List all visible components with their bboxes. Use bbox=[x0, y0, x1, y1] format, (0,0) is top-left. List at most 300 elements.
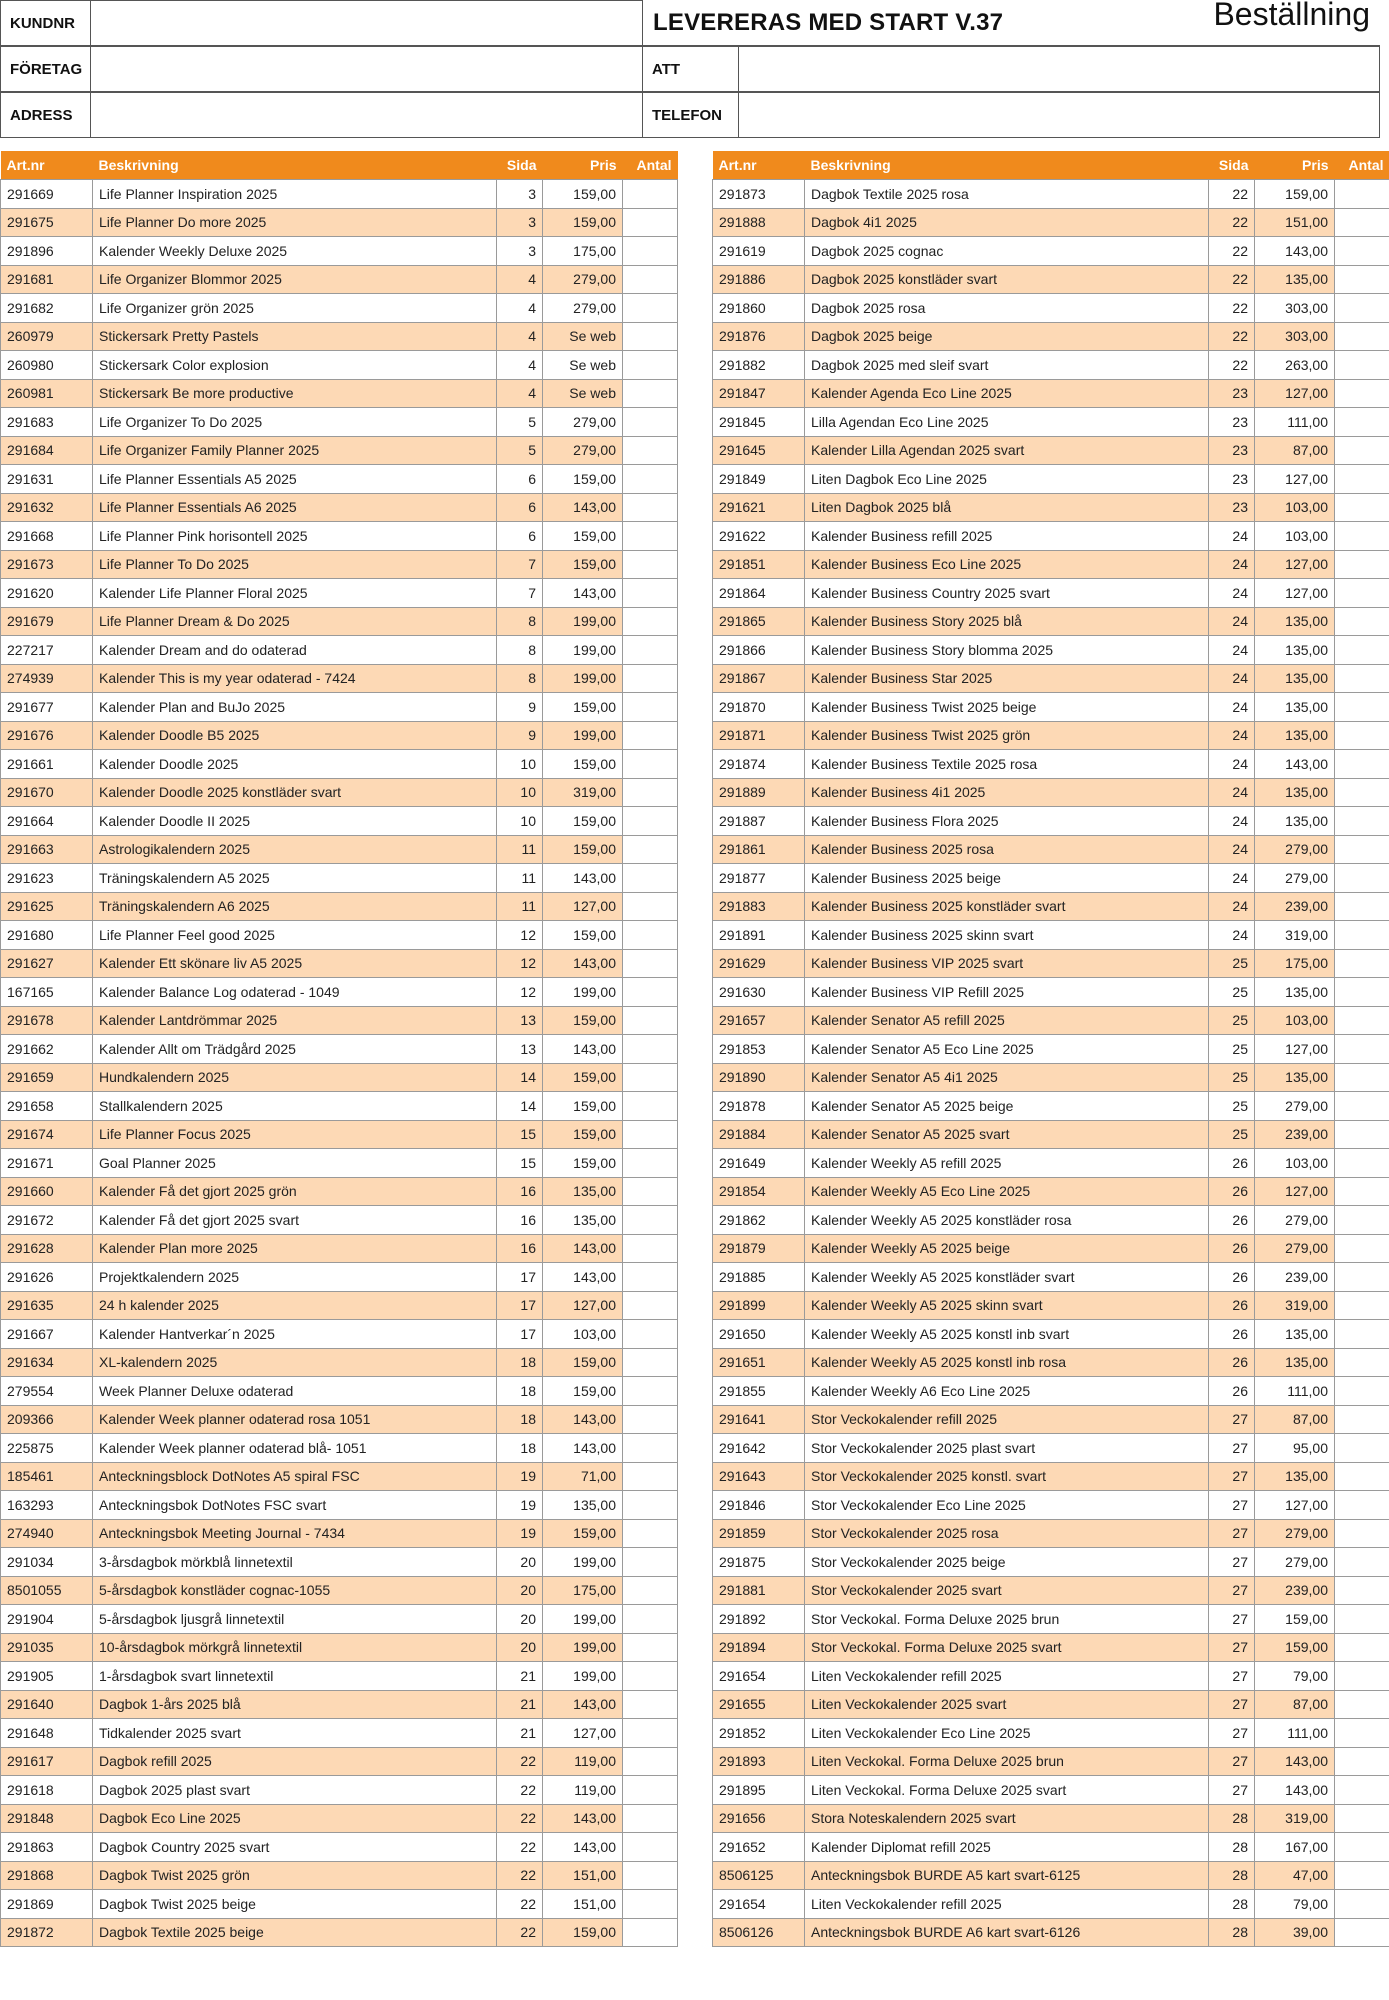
antal-input-cell[interactable] bbox=[623, 1377, 678, 1406]
table-row bbox=[1, 693, 678, 722]
pris-cell: 199,00 bbox=[543, 636, 623, 665]
antal-input-cell[interactable] bbox=[623, 1291, 678, 1320]
antal-input-cell[interactable] bbox=[1335, 978, 1389, 1007]
antal-input-cell[interactable] bbox=[1335, 294, 1389, 323]
antal-input-cell[interactable] bbox=[623, 1491, 678, 1520]
beskrivning-cell: Liten Veckokalender Eco Line 2025 bbox=[805, 1719, 1209, 1748]
antal-input-cell[interactable] bbox=[1335, 664, 1389, 693]
pris-cell: 143,00 bbox=[1255, 1776, 1335, 1805]
artnr-cell: 291890 bbox=[713, 1063, 805, 1092]
antal-input-cell[interactable] bbox=[623, 550, 678, 579]
table-row bbox=[1, 1548, 678, 1577]
sida-cell: 22 bbox=[1209, 351, 1255, 380]
artnr-cell: 291649 bbox=[713, 1149, 805, 1178]
sida-cell: 21 bbox=[497, 1690, 543, 1719]
antal-input-cell[interactable] bbox=[623, 1861, 678, 1890]
antal-input-cell[interactable] bbox=[623, 607, 678, 636]
beskrivning-cell: Kalender Doodle II 2025 bbox=[93, 807, 497, 836]
artnr-cell: 291670 bbox=[1, 778, 93, 807]
antal-input-cell[interactable] bbox=[623, 436, 678, 465]
antal-input-cell[interactable] bbox=[623, 379, 678, 408]
antal-input-cell[interactable] bbox=[623, 408, 678, 437]
antal-input-cell[interactable] bbox=[1335, 921, 1389, 950]
table-row bbox=[713, 1690, 1389, 1719]
antal-input-cell[interactable] bbox=[623, 1548, 678, 1577]
sida-cell: 4 bbox=[497, 265, 543, 294]
table-row bbox=[1, 1861, 678, 1890]
beskrivning-cell: Kalender Business Story 2025 blå bbox=[805, 607, 1209, 636]
antal-input-cell[interactable] bbox=[1335, 493, 1389, 522]
antal-input-cell[interactable] bbox=[623, 1576, 678, 1605]
antal-input-cell[interactable] bbox=[623, 1092, 678, 1121]
antal-input-cell[interactable] bbox=[1335, 265, 1389, 294]
antal-input-cell[interactable] bbox=[1335, 322, 1389, 351]
beskrivning-cell: Stor Veckokalender 2025 beige bbox=[805, 1548, 1209, 1577]
antal-input-cell[interactable] bbox=[1335, 636, 1389, 665]
pris-cell: 127,00 bbox=[1255, 379, 1335, 408]
artnr-cell: 260980 bbox=[1, 351, 93, 380]
pris-cell: 143,00 bbox=[1255, 750, 1335, 779]
antal-input-cell[interactable] bbox=[623, 579, 678, 608]
sida-cell: 23 bbox=[1209, 493, 1255, 522]
artnr-cell: 291672 bbox=[1, 1206, 93, 1235]
antal-input-cell[interactable] bbox=[623, 1719, 678, 1748]
antal-input-cell[interactable] bbox=[623, 351, 678, 380]
order-header bbox=[0, 0, 1380, 138]
antal-input-cell[interactable] bbox=[1335, 1177, 1389, 1206]
beskrivning-cell: Kalender Weekly A5 2025 konstl inb rosa bbox=[805, 1348, 1209, 1377]
antal-input-cell[interactable] bbox=[1335, 1690, 1389, 1719]
artnr-cell: 291656 bbox=[713, 1804, 805, 1833]
adress-label-text: ADRESS bbox=[10, 106, 73, 124]
sida-cell: 3 bbox=[497, 237, 543, 266]
antal-input-cell[interactable] bbox=[623, 1234, 678, 1263]
beskrivning-cell: Astrologikalendern 2025 bbox=[93, 835, 497, 864]
antal-input-cell[interactable] bbox=[1335, 750, 1389, 779]
sida-cell: 9 bbox=[497, 693, 543, 722]
artnr-cell: 8506125 bbox=[713, 1861, 805, 1890]
sida-cell: 7 bbox=[497, 579, 543, 608]
beskrivning-cell: Life Planner Inspiration 2025 bbox=[93, 180, 497, 209]
table-row bbox=[1, 1206, 678, 1235]
antal-input-cell[interactable] bbox=[1335, 721, 1389, 750]
beskrivning-cell: Kalender Weekly A5 2025 beige bbox=[805, 1234, 1209, 1263]
beskrivning-cell: Kalender Business 2025 beige bbox=[805, 864, 1209, 893]
sida-cell: 13 bbox=[497, 1006, 543, 1035]
sida-cell: 25 bbox=[1209, 978, 1255, 1007]
pris-cell: 199,00 bbox=[543, 664, 623, 693]
pris-cell: 111,00 bbox=[1255, 408, 1335, 437]
antal-input-cell[interactable] bbox=[623, 294, 678, 323]
artnr-cell: 291674 bbox=[1, 1120, 93, 1149]
beskrivning-cell: Kalender Business Textile 2025 rosa bbox=[805, 750, 1209, 779]
table-row bbox=[1, 921, 678, 950]
artnr-cell: 291663 bbox=[1, 835, 93, 864]
sida-cell: 22 bbox=[1209, 180, 1255, 209]
antal-input-cell[interactable] bbox=[623, 1662, 678, 1691]
sida-cell: 22 bbox=[497, 1747, 543, 1776]
antal-input-cell[interactable] bbox=[1335, 1491, 1389, 1520]
table-row bbox=[1, 237, 678, 266]
beskrivning-cell: Kalender Balance Log odaterad - 1049 bbox=[93, 978, 497, 1007]
beskrivning-cell: Liten Dagbok 2025 blå bbox=[805, 493, 1209, 522]
table-row bbox=[1, 579, 678, 608]
table-row bbox=[1, 465, 678, 494]
pris-cell: 47,00 bbox=[1255, 1861, 1335, 1890]
sida-cell: 25 bbox=[1209, 1120, 1255, 1149]
antal-input-cell[interactable] bbox=[1335, 436, 1389, 465]
beskrivning-cell: 3-årsdagbok mörkblå linnetextil bbox=[93, 1548, 497, 1577]
antal-input-cell[interactable] bbox=[623, 1918, 678, 1947]
beskrivning-cell: Kalender Få det gjort 2025 svart bbox=[93, 1206, 497, 1235]
antal-input-cell[interactable] bbox=[623, 265, 678, 294]
pris-cell: 199,00 bbox=[543, 1605, 623, 1634]
artnr-cell: 291671 bbox=[1, 1149, 93, 1178]
beskrivning-cell: Hundkalendern 2025 bbox=[93, 1063, 497, 1092]
antal-input-cell[interactable] bbox=[1335, 1291, 1389, 1320]
pris-cell: 159,00 bbox=[543, 807, 623, 836]
artnr-cell: 291662 bbox=[1, 1035, 93, 1064]
antal-input-cell[interactable] bbox=[623, 1405, 678, 1434]
antal-input-cell[interactable] bbox=[623, 1776, 678, 1805]
antal-input-cell[interactable] bbox=[1335, 208, 1389, 237]
antal-input-cell[interactable] bbox=[1335, 1035, 1389, 1064]
pris-cell: 239,00 bbox=[1255, 1576, 1335, 1605]
antal-input-cell[interactable] bbox=[1335, 1377, 1389, 1406]
antal-input-cell[interactable] bbox=[1335, 1405, 1389, 1434]
artnr-cell: 291873 bbox=[713, 180, 805, 209]
artnr-cell: 291904 bbox=[1, 1605, 93, 1634]
antal-input-cell[interactable] bbox=[1335, 778, 1389, 807]
sida-cell: 22 bbox=[497, 1804, 543, 1833]
antal-input-cell[interactable] bbox=[1335, 1890, 1389, 1919]
antal-input-cell[interactable] bbox=[623, 465, 678, 494]
antal-input-cell[interactable] bbox=[623, 807, 678, 836]
pris-cell: 135,00 bbox=[543, 1491, 623, 1520]
antal-input-cell[interactable] bbox=[1335, 351, 1389, 380]
att-label bbox=[642, 46, 739, 92]
beskrivning-cell: Dagbok Textile 2025 rosa bbox=[805, 180, 1209, 209]
antal-input-cell[interactable] bbox=[623, 237, 678, 266]
antal-input-cell[interactable] bbox=[1335, 1063, 1389, 1092]
table-row bbox=[713, 664, 1389, 693]
table-row bbox=[1, 1234, 678, 1263]
beskrivning-cell: Kalender Business Star 2025 bbox=[805, 664, 1209, 693]
sida-cell: 24 bbox=[1209, 864, 1255, 893]
sida-cell: 10 bbox=[497, 807, 543, 836]
antal-input-cell[interactable] bbox=[623, 1747, 678, 1776]
pris-cell: 135,00 bbox=[1255, 1462, 1335, 1491]
sida-cell: 24 bbox=[1209, 664, 1255, 693]
sida-cell: 22 bbox=[1209, 265, 1255, 294]
sida-cell: 4 bbox=[497, 379, 543, 408]
antal-input-cell[interactable] bbox=[1335, 1149, 1389, 1178]
table-row bbox=[1, 1320, 678, 1349]
artnr-cell: 291640 bbox=[1, 1690, 93, 1719]
pris-cell: 175,00 bbox=[1255, 949, 1335, 978]
pris-cell: 159,00 bbox=[543, 465, 623, 494]
sida-cell: 24 bbox=[1209, 721, 1255, 750]
artnr-cell: 291621 bbox=[713, 493, 805, 522]
antal-input-cell[interactable] bbox=[1335, 1320, 1389, 1349]
artnr-cell: 291648 bbox=[1, 1719, 93, 1748]
antal-input-cell[interactable] bbox=[1335, 1263, 1389, 1292]
table-row bbox=[1, 1576, 678, 1605]
antal-input-cell[interactable] bbox=[1335, 1434, 1389, 1463]
artnr-cell: 291905 bbox=[1, 1662, 93, 1691]
artnr-cell: 291641 bbox=[713, 1405, 805, 1434]
artnr-cell: 291629 bbox=[713, 949, 805, 978]
antal-input-cell[interactable] bbox=[623, 1206, 678, 1235]
sida-cell: 24 bbox=[1209, 693, 1255, 722]
sida-cell: 26 bbox=[1209, 1234, 1255, 1263]
sida-cell: 4 bbox=[497, 351, 543, 380]
pris-cell: 135,00 bbox=[1255, 607, 1335, 636]
antal-input-cell[interactable] bbox=[1335, 693, 1389, 722]
beskrivning-cell: Dagbok 2025 beige bbox=[805, 322, 1209, 351]
pris-cell: 279,00 bbox=[543, 408, 623, 437]
sida-cell: 11 bbox=[497, 864, 543, 893]
antal-input-cell[interactable] bbox=[623, 180, 678, 209]
sida-cell: 27 bbox=[1209, 1491, 1255, 1520]
beskrivning-cell: Dagbok 4i1 2025 bbox=[805, 208, 1209, 237]
artnr-cell: 291845 bbox=[713, 408, 805, 437]
pris-cell: 279,00 bbox=[543, 294, 623, 323]
pris-cell: Se web bbox=[543, 351, 623, 380]
antal-input-cell[interactable] bbox=[1335, 1206, 1389, 1235]
kundnr-field[interactable] bbox=[90, 0, 643, 46]
antal-input-cell[interactable] bbox=[623, 750, 678, 779]
antal-input-cell[interactable] bbox=[623, 1633, 678, 1662]
antal-input-cell[interactable] bbox=[1335, 835, 1389, 864]
antal-input-cell[interactable] bbox=[1335, 1804, 1389, 1833]
antal-input-cell[interactable] bbox=[623, 1177, 678, 1206]
antal-input-cell[interactable] bbox=[1335, 949, 1389, 978]
pris-cell: 143,00 bbox=[543, 579, 623, 608]
antal-input-cell[interactable] bbox=[623, 978, 678, 1007]
pris-cell: 127,00 bbox=[1255, 579, 1335, 608]
table-row bbox=[1, 1377, 678, 1406]
sida-cell: 20 bbox=[497, 1633, 543, 1662]
antal-input-cell[interactable] bbox=[1335, 892, 1389, 921]
artnr-cell: 274939 bbox=[1, 664, 93, 693]
antal-input-cell[interactable] bbox=[623, 322, 678, 351]
table-row bbox=[1, 265, 678, 294]
antal-input-cell[interactable] bbox=[1335, 379, 1389, 408]
sida-cell: 19 bbox=[497, 1519, 543, 1548]
sida-cell: 22 bbox=[1209, 322, 1255, 351]
antal-input-cell[interactable] bbox=[623, 1690, 678, 1719]
antal-input-cell[interactable] bbox=[1335, 1519, 1389, 1548]
antal-input-cell[interactable] bbox=[623, 493, 678, 522]
antal-input-cell[interactable] bbox=[623, 778, 678, 807]
sida-cell: 27 bbox=[1209, 1747, 1255, 1776]
table-row bbox=[713, 493, 1389, 522]
sida-cell: 13 bbox=[497, 1035, 543, 1064]
beskrivning-cell: Kalender Senator A5 refill 2025 bbox=[805, 1006, 1209, 1035]
antal-input-cell[interactable] bbox=[623, 1006, 678, 1035]
artnr-cell: 291669 bbox=[1, 180, 93, 209]
table-row bbox=[713, 1149, 1389, 1178]
artnr-cell: 291622 bbox=[713, 522, 805, 551]
pris-cell: 151,00 bbox=[1255, 208, 1335, 237]
antal-input-cell[interactable] bbox=[1335, 1633, 1389, 1662]
antal-input-cell[interactable] bbox=[1335, 550, 1389, 579]
pris-cell: 87,00 bbox=[1255, 1405, 1335, 1434]
antal-input-cell[interactable] bbox=[1335, 522, 1389, 551]
antal-input-cell[interactable] bbox=[623, 636, 678, 665]
pris-cell: 103,00 bbox=[1255, 522, 1335, 551]
col-artnr: Art.nr bbox=[1, 151, 93, 180]
beskrivning-cell: Week Planner Deluxe odaterad bbox=[93, 1377, 497, 1406]
antal-input-cell[interactable] bbox=[1335, 807, 1389, 836]
pris-cell: 87,00 bbox=[1255, 1690, 1335, 1719]
antal-input-cell[interactable] bbox=[1335, 1120, 1389, 1149]
table-header-row bbox=[713, 151, 1389, 180]
antal-input-cell[interactable] bbox=[623, 1833, 678, 1862]
pris-cell: 159,00 bbox=[543, 835, 623, 864]
header-row-kundnr bbox=[0, 0, 1380, 46]
att-field[interactable] bbox=[738, 46, 1380, 92]
pris-cell: 127,00 bbox=[1255, 1491, 1335, 1520]
artnr-cell: 291852 bbox=[713, 1719, 805, 1748]
antal-input-cell[interactable] bbox=[623, 1063, 678, 1092]
antal-input-cell[interactable] bbox=[623, 522, 678, 551]
antal-input-cell[interactable] bbox=[1335, 408, 1389, 437]
antal-input-cell[interactable] bbox=[1335, 465, 1389, 494]
beskrivning-cell: Life Planner Dream & Do 2025 bbox=[93, 607, 497, 636]
pris-cell: 151,00 bbox=[543, 1890, 623, 1919]
artnr-cell: 291623 bbox=[1, 864, 93, 893]
antal-input-cell[interactable] bbox=[623, 1434, 678, 1463]
pris-cell: 199,00 bbox=[543, 1662, 623, 1691]
table-row bbox=[1, 664, 678, 693]
antal-input-cell[interactable] bbox=[1335, 1006, 1389, 1035]
antal-input-cell[interactable] bbox=[1335, 864, 1389, 893]
antal-input-cell[interactable] bbox=[623, 1605, 678, 1634]
antal-input-cell[interactable] bbox=[623, 1149, 678, 1178]
antal-input-cell[interactable] bbox=[623, 949, 678, 978]
antal-input-cell[interactable] bbox=[1335, 1348, 1389, 1377]
pris-cell: Se web bbox=[543, 379, 623, 408]
beskrivning-cell: Projektkalendern 2025 bbox=[93, 1263, 497, 1292]
antal-input-cell[interactable] bbox=[1335, 1833, 1389, 1862]
antal-input-cell[interactable] bbox=[1335, 1576, 1389, 1605]
antal-input-cell[interactable] bbox=[1335, 1605, 1389, 1634]
adress-label bbox=[0, 92, 91, 138]
pris-cell: 159,00 bbox=[543, 1149, 623, 1178]
table-row bbox=[713, 1633, 1389, 1662]
antal-input-cell[interactable] bbox=[623, 1519, 678, 1548]
sida-cell: 27 bbox=[1209, 1434, 1255, 1463]
antal-input-cell[interactable] bbox=[1335, 1776, 1389, 1805]
antal-input-cell[interactable] bbox=[1335, 1719, 1389, 1748]
pris-cell: 159,00 bbox=[1255, 1633, 1335, 1662]
beskrivning-cell: Dagbok Country 2025 svart bbox=[93, 1833, 497, 1862]
antal-input-cell[interactable] bbox=[623, 1320, 678, 1349]
antal-input-cell[interactable] bbox=[1335, 180, 1389, 209]
antal-input-cell[interactable] bbox=[1335, 1092, 1389, 1121]
beskrivning-cell: Dagbok Twist 2025 grön bbox=[93, 1861, 497, 1890]
table-row bbox=[713, 208, 1389, 237]
beskrivning-cell: Goal Planner 2025 bbox=[93, 1149, 497, 1178]
antal-input-cell[interactable] bbox=[623, 1035, 678, 1064]
antal-input-cell[interactable] bbox=[623, 721, 678, 750]
sida-cell: 23 bbox=[1209, 379, 1255, 408]
antal-input-cell[interactable] bbox=[623, 1890, 678, 1919]
sida-cell: 26 bbox=[1209, 1291, 1255, 1320]
antal-input-cell[interactable] bbox=[623, 835, 678, 864]
table-row bbox=[713, 1035, 1389, 1064]
sida-cell: 9 bbox=[497, 721, 543, 750]
antal-input-cell[interactable] bbox=[1335, 1747, 1389, 1776]
artnr-cell: 291676 bbox=[1, 721, 93, 750]
artnr-cell: 291865 bbox=[713, 607, 805, 636]
pris-cell: 279,00 bbox=[1255, 835, 1335, 864]
beskrivning-cell: Stor Veckokalender 2025 svart bbox=[805, 1576, 1209, 1605]
telefon-field[interactable] bbox=[738, 92, 1380, 138]
antal-input-cell[interactable] bbox=[623, 664, 678, 693]
sida-cell: 5 bbox=[497, 436, 543, 465]
antal-input-cell[interactable] bbox=[623, 1348, 678, 1377]
antal-input-cell[interactable] bbox=[623, 921, 678, 950]
artnr-cell: 291864 bbox=[713, 579, 805, 608]
pris-cell: 143,00 bbox=[543, 1035, 623, 1064]
table-row bbox=[713, 750, 1389, 779]
table-row bbox=[713, 721, 1389, 750]
antal-input-cell[interactable] bbox=[1335, 1548, 1389, 1577]
antal-input-cell[interactable] bbox=[623, 208, 678, 237]
table-row bbox=[713, 1462, 1389, 1491]
antal-input-cell[interactable] bbox=[1335, 579, 1389, 608]
artnr-cell: 291619 bbox=[713, 237, 805, 266]
beskrivning-cell: Kalender Business 2025 skinn svart bbox=[805, 921, 1209, 950]
antal-input-cell[interactable] bbox=[1335, 237, 1389, 266]
table-row bbox=[713, 1662, 1389, 1691]
table-row bbox=[713, 1348, 1389, 1377]
antal-input-cell[interactable] bbox=[1335, 1234, 1389, 1263]
sida-cell: 27 bbox=[1209, 1662, 1255, 1691]
table-row bbox=[1, 1092, 678, 1121]
table-row bbox=[713, 1206, 1389, 1235]
foretag-field[interactable] bbox=[90, 46, 643, 92]
pris-cell: 175,00 bbox=[543, 1576, 623, 1605]
antal-input-cell[interactable] bbox=[623, 1462, 678, 1491]
beskrivning-cell: Stor Veckokalender refill 2025 bbox=[805, 1405, 1209, 1434]
antal-input-cell[interactable] bbox=[623, 864, 678, 893]
antal-input-cell[interactable] bbox=[623, 693, 678, 722]
antal-input-cell[interactable] bbox=[623, 1804, 678, 1833]
beskrivning-cell: Kalender Få det gjort 2025 grön bbox=[93, 1177, 497, 1206]
adress-field[interactable] bbox=[90, 92, 643, 138]
antal-input-cell[interactable] bbox=[1335, 1861, 1389, 1890]
antal-input-cell[interactable] bbox=[1335, 1462, 1389, 1491]
beskrivning-cell: Life Planner Focus 2025 bbox=[93, 1120, 497, 1149]
artnr-cell: 291859 bbox=[713, 1519, 805, 1548]
antal-input-cell[interactable] bbox=[623, 1120, 678, 1149]
artnr-cell: 209366 bbox=[1, 1405, 93, 1434]
antal-input-cell[interactable] bbox=[1335, 1662, 1389, 1691]
antal-input-cell[interactable] bbox=[623, 1263, 678, 1292]
antal-input-cell[interactable] bbox=[1335, 607, 1389, 636]
antal-input-cell[interactable] bbox=[1335, 1918, 1389, 1947]
beskrivning-cell: Life Planner Feel good 2025 bbox=[93, 921, 497, 950]
pris-cell: 135,00 bbox=[1255, 693, 1335, 722]
table-row bbox=[713, 265, 1389, 294]
antal-input-cell[interactable] bbox=[623, 892, 678, 921]
artnr-cell: 291684 bbox=[1, 436, 93, 465]
artnr-cell: 260981 bbox=[1, 379, 93, 408]
